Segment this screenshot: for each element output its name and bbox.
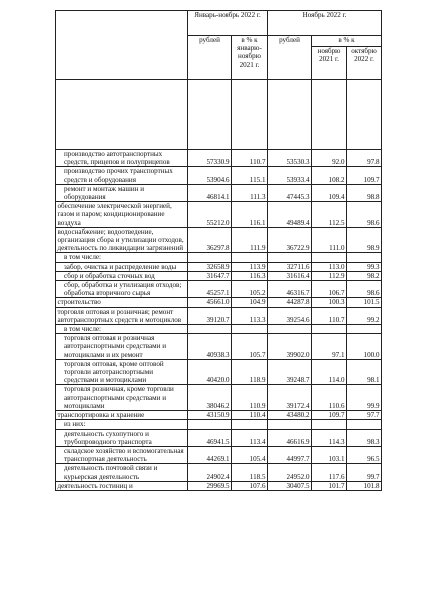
value-jan-nov-rubles: 46941.5 [188, 429, 232, 446]
value-pct-nov-2021 [312, 253, 347, 262]
row-label: производство автотранспортных средств, прицепов и полуприцепов [56, 150, 188, 167]
table-row [56, 184, 382, 201]
table-row [56, 281, 382, 298]
value-nov-rubles: 43480.2 [268, 411, 312, 420]
value-pct-oct-2022: 97.7 [347, 411, 382, 420]
value-nov-rubles: 44997.7 [268, 446, 312, 463]
value-nov-rubles: 30407.5 [268, 481, 312, 490]
row-label: из них: [56, 420, 188, 429]
row-label: в том числе: [56, 253, 188, 262]
row-label: торговля оптовая и розничная автотранспортными средствами и мотоциклами и их ремонт [56, 334, 188, 360]
value-jan-nov-rubles: 36297.8 [188, 227, 232, 253]
value-nov-rubles [268, 253, 312, 262]
table-body [56, 80, 382, 491]
header-pct-to: в % к [312, 36, 382, 47]
value-nov-rubles: 53933.4 [268, 167, 312, 184]
value-pct-nov-2021: 117.6 [312, 464, 347, 481]
value-jan-nov-pct [232, 325, 268, 334]
table-row [56, 481, 382, 490]
value-nov-rubles: 39254.6 [268, 307, 312, 324]
value-nov-rubles: 46316.7 [268, 281, 312, 298]
value-nov-rubles: 44287.8 [268, 298, 312, 307]
table-row [56, 446, 382, 463]
value-nov-rubles: 24952.0 [268, 464, 312, 481]
header-pct-oct: октябрю 2022 г. [347, 47, 382, 80]
row-label: забор, очистка и распределение воды [56, 262, 188, 271]
value-jan-nov-pct: 110.4 [232, 411, 268, 420]
value-jan-nov-pct [232, 420, 268, 429]
value-jan-nov-rubles: 44269.1 [188, 446, 232, 463]
value-pct-oct-2022 [347, 420, 382, 429]
value-nov-rubles [268, 325, 312, 334]
value-jan-nov-rubles: 53904.6 [188, 167, 232, 184]
value-jan-nov-rubles [188, 253, 232, 262]
value-pct-nov-2021: 106.7 [312, 281, 347, 298]
value-jan-nov-rubles: 46814.1 [188, 184, 232, 201]
value-jan-nov-pct: 116.1 [232, 202, 268, 228]
value-jan-nov-pct: 115.1 [232, 167, 268, 184]
value-jan-nov-rubles: 39120.7 [188, 307, 232, 324]
value-pct-nov-2021: 109.7 [312, 411, 347, 420]
value-jan-nov-pct: 113.9 [232, 262, 268, 271]
value-pct-oct-2022: 98.2 [347, 271, 382, 280]
table-row [56, 150, 382, 167]
value-pct-nov-2021: 111.0 [312, 227, 347, 253]
statistics-table-page [55, 10, 381, 491]
value-pct-oct-2022: 96.5 [347, 446, 382, 463]
table-row [56, 307, 382, 324]
header-pct-period: в % к январю-ноябрю 2021 г. [232, 36, 268, 80]
value-pct-oct-2022 [347, 253, 382, 262]
value-pct-oct-2022: 101.8 [347, 481, 382, 490]
value-jan-nov-rubles: 24902.4 [188, 464, 232, 481]
value-jan-nov-rubles [188, 420, 232, 429]
header-period-jan-nov: Январь-ноябрь 2022 г. [188, 11, 268, 36]
value-pct-nov-2021: 109.4 [312, 184, 347, 201]
value-jan-nov-pct [232, 253, 268, 262]
value-pct-nov-2021 [312, 420, 347, 429]
value-nov-rubles: 46616.9 [268, 429, 312, 446]
row-label: торговля оптовая, кроме оптовой торговли автотранспортными средствами и мотоциклами [56, 359, 188, 385]
value-nov-rubles: 47445.3 [268, 184, 312, 201]
value-pct-oct-2022: 98.3 [347, 429, 382, 446]
value-nov-rubles: 39172.4 [268, 385, 312, 411]
value-pct-nov-2021 [312, 325, 347, 334]
spacer-row [56, 80, 382, 150]
table-row [56, 359, 382, 385]
value-pct-nov-2021: 108.2 [312, 167, 347, 184]
value-pct-oct-2022: 98.1 [347, 359, 382, 385]
header-rubles-1: рублей [188, 36, 232, 80]
table-row [56, 464, 382, 481]
value-pct-oct-2022: 100.0 [347, 334, 382, 360]
value-nov-rubles: 39248.7 [268, 359, 312, 385]
value-jan-nov-pct: 113.4 [232, 429, 268, 446]
table-row [56, 429, 382, 446]
row-label: ремонт и монтаж машин и оборудования [56, 184, 188, 201]
value-jan-nov-rubles: 55212.0 [188, 202, 232, 228]
row-label: строительство [56, 298, 188, 307]
table-row [56, 262, 382, 271]
value-pct-oct-2022 [347, 325, 382, 334]
value-jan-nov-rubles [188, 325, 232, 334]
table-row [56, 325, 382, 334]
value-pct-oct-2022: 109.7 [347, 167, 382, 184]
table-row [56, 420, 382, 429]
value-jan-nov-pct: 118.9 [232, 359, 268, 385]
row-label: складское хозяйство и вспомогательная транспортная деятельность [56, 446, 188, 463]
value-jan-nov-pct: 110.7 [232, 150, 268, 167]
value-pct-nov-2021: 113.0 [312, 262, 347, 271]
value-jan-nov-rubles: 29969.5 [188, 481, 232, 490]
value-pct-oct-2022: 98.6 [347, 202, 382, 228]
value-jan-nov-rubles: 57330.9 [188, 150, 232, 167]
value-jan-nov-pct: 118.5 [232, 464, 268, 481]
wages-table [55, 10, 382, 491]
value-jan-nov-pct: 104.9 [232, 298, 268, 307]
header-blank-cell [56, 11, 188, 80]
value-pct-oct-2022: 99.7 [347, 464, 382, 481]
table-row [56, 271, 382, 280]
row-label: в том числе: [56, 325, 188, 334]
value-pct-oct-2022: 98.6 [347, 281, 382, 298]
value-jan-nov-rubles: 31647.7 [188, 271, 232, 280]
value-jan-nov-pct: 111.3 [232, 184, 268, 201]
value-jan-nov-rubles: 40420.0 [188, 359, 232, 385]
value-pct-oct-2022: 99.3 [347, 262, 382, 271]
value-jan-nov-rubles: 43150.9 [188, 411, 232, 420]
value-pct-nov-2021: 112.9 [312, 271, 347, 280]
row-label: производство прочих транспортных средств и оборудования [56, 167, 188, 184]
table-header [56, 11, 382, 80]
row-label: сбор, обработка и утилизация отходов; обработка вторичного сырья [56, 281, 188, 298]
table-row [56, 334, 382, 360]
value-pct-oct-2022: 97.8 [347, 150, 382, 167]
value-pct-nov-2021: 112.5 [312, 202, 347, 228]
row-label: обеспечение электрической энергией, газом и паром; кондиционирование воздуха [56, 202, 188, 228]
value-jan-nov-rubles: 45257.1 [188, 281, 232, 298]
table-row [56, 227, 382, 253]
value-nov-rubles: 49489.4 [268, 202, 312, 228]
value-pct-nov-2021: 100.3 [312, 298, 347, 307]
table-row [56, 167, 382, 184]
row-label: торговля оптовая и розничная; ремонт автотранспортных средств и мотоциклов [56, 307, 188, 324]
table-row [56, 411, 382, 420]
value-jan-nov-pct: 111.9 [232, 227, 268, 253]
value-nov-rubles: 36722.9 [268, 227, 312, 253]
value-nov-rubles: 53530.3 [268, 150, 312, 167]
value-jan-nov-pct: 116.3 [232, 271, 268, 280]
row-label: деятельность сухопутного и трубопроводного транспорта [56, 429, 188, 446]
value-jan-nov-pct: 105.7 [232, 334, 268, 360]
value-pct-nov-2021: 110.6 [312, 385, 347, 411]
value-pct-oct-2022: 99.2 [347, 307, 382, 324]
value-jan-nov-rubles: 40938.3 [188, 334, 232, 360]
value-pct-nov-2021: 92.0 [312, 150, 347, 167]
value-pct-nov-2021: 103.1 [312, 446, 347, 463]
table-row [56, 298, 382, 307]
value-jan-nov-pct: 105.2 [232, 281, 268, 298]
row-label: деятельность гостиниц и [56, 481, 188, 490]
value-nov-rubles: 32711.6 [268, 262, 312, 271]
value-pct-nov-2021: 114.0 [312, 359, 347, 385]
table-row [56, 202, 382, 228]
value-pct-nov-2021: 110.7 [312, 307, 347, 324]
header-pct-nov: ноябрю 2021 г. [312, 47, 347, 80]
value-pct-oct-2022: 98.9 [347, 227, 382, 253]
value-pct-nov-2021: 114.3 [312, 429, 347, 446]
row-label: торговля розничная, кроме торговли автотранспортными средствами и мотоциклами [56, 385, 188, 411]
row-label: деятельность почтовой связи и курьерская деятельность [56, 464, 188, 481]
value-nov-rubles: 39902.0 [268, 334, 312, 360]
value-jan-nov-rubles: 38046.2 [188, 385, 232, 411]
value-jan-nov-rubles: 32658.9 [188, 262, 232, 271]
row-label: водоснабжение; водоотведение, организация сбора и утилизации отходов, деятельность по ликвидации загрязнений [56, 227, 188, 253]
table-row [56, 253, 382, 262]
value-jan-nov-pct: 113.3 [232, 307, 268, 324]
value-pct-nov-2021: 97.1 [312, 334, 347, 360]
value-pct-oct-2022: 101.5 [347, 298, 382, 307]
value-pct-nov-2021: 101.7 [312, 481, 347, 490]
row-label: сбор и обработка сточных вод [56, 271, 188, 280]
header-rubles-2: рублей [268, 36, 312, 80]
value-nov-rubles: 31616.4 [268, 271, 312, 280]
value-pct-oct-2022: 98.8 [347, 184, 382, 201]
value-jan-nov-pct: 107.6 [232, 481, 268, 490]
row-label: транспортировка и хранение [56, 411, 188, 420]
value-nov-rubles [268, 420, 312, 429]
value-jan-nov-rubles: 45661.0 [188, 298, 232, 307]
value-jan-nov-pct: 110.9 [232, 385, 268, 411]
table-row [56, 385, 382, 411]
value-jan-nov-pct: 105.4 [232, 446, 268, 463]
header-period-nov: Ноябрь 2022 г. [268, 11, 382, 36]
value-pct-oct-2022: 99.9 [347, 385, 382, 411]
